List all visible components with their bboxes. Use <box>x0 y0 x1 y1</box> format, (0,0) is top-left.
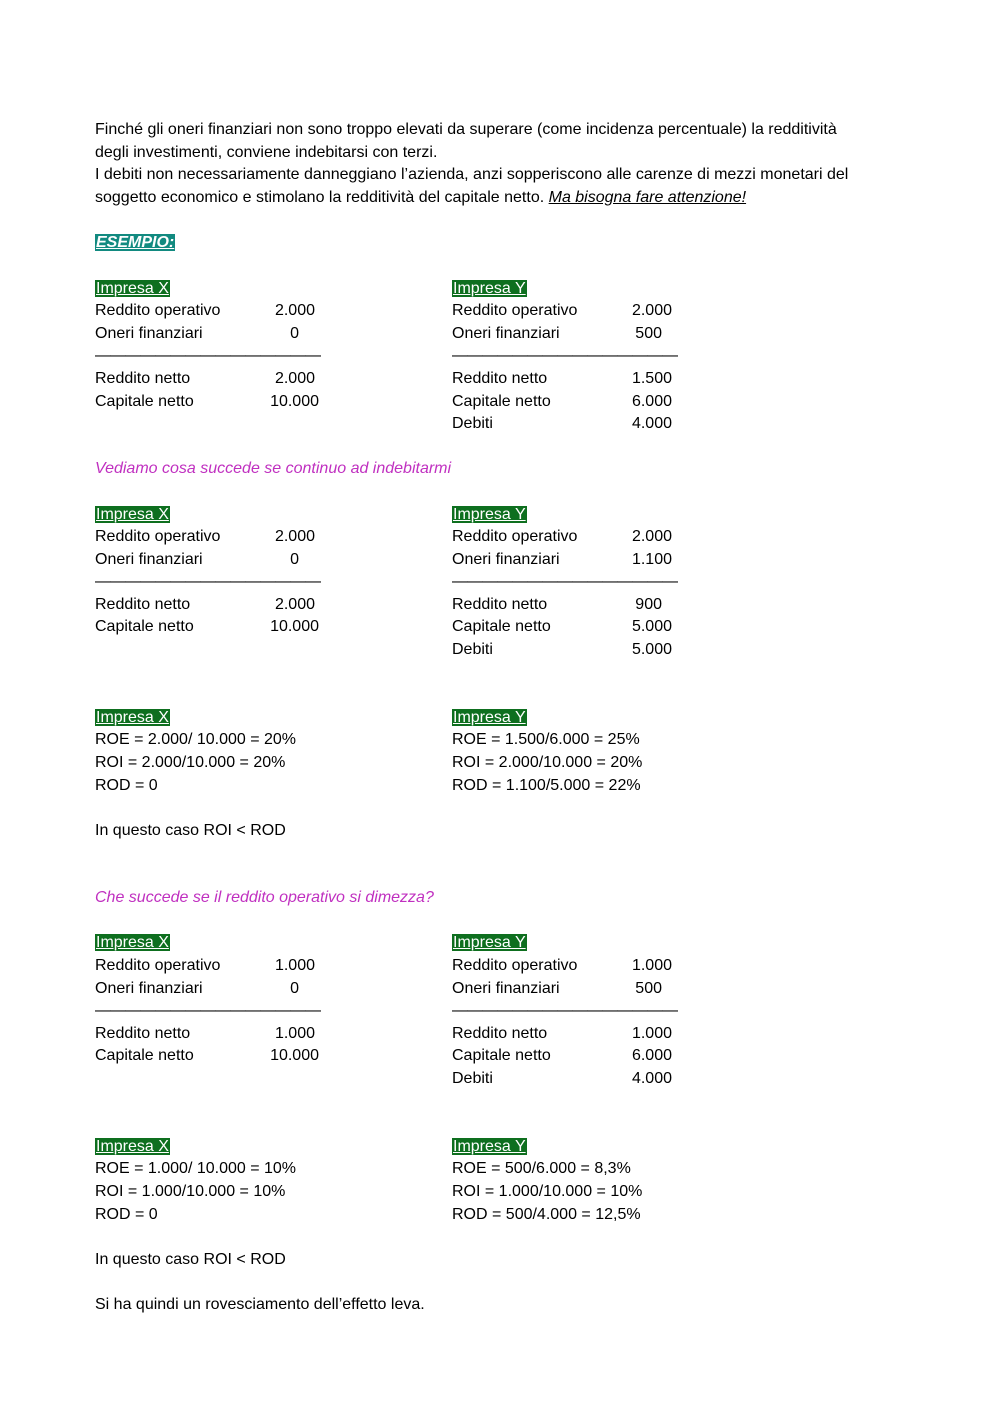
roe-formula: ROE = 500/6.000 = 8,3% <box>452 1160 631 1177</box>
rod-formula: ROD = 0 <box>95 777 158 794</box>
label-oneri-finanziari: Oneri finanziari <box>95 325 203 342</box>
value-reddito-operativo: 1.000 <box>631 957 672 974</box>
value-capitale-netto: 10.000 <box>270 393 319 410</box>
separator: ——————————————— <box>452 573 677 590</box>
rod-formula: ROD = 1.100/5.000 = 22% <box>452 777 641 794</box>
value-oneri-finanziari: 500 <box>635 325 662 342</box>
value-capitale-netto: 6.000 <box>631 1047 672 1064</box>
value-oneri-finanziari: 1.100 <box>631 551 672 568</box>
label-reddito-operativo: Reddito operativo <box>452 302 578 319</box>
value-reddito-netto: 1.000 <box>274 1025 315 1042</box>
impresa-y-header: Impresa Y <box>453 506 526 523</box>
value-debiti: 4.000 <box>631 1070 672 1087</box>
intro-line-text: soggetto economico e stimolano la redditività del capitale netto. <box>95 188 545 206</box>
value-reddito-netto: 2.000 <box>274 596 315 613</box>
value-capitale-netto: 10.000 <box>270 618 319 635</box>
value-reddito-netto: 900 <box>635 596 662 613</box>
intro-line <box>95 187 895 210</box>
rod-formula: ROD = 0 <box>95 1206 158 1223</box>
label-debiti: Debiti <box>452 415 493 432</box>
roe-formula: ROE = 2.000/ 10.000 = 20% <box>95 731 297 748</box>
label-capitale-netto: Capitale netto <box>452 1047 551 1064</box>
value-reddito-netto: 1.500 <box>631 370 672 387</box>
roe-formula: ROE = 1.500/6.000 = 25% <box>452 731 640 748</box>
value-oneri-finanziari: 0 <box>290 551 299 568</box>
value-reddito-operativo: 1.000 <box>274 957 315 974</box>
value-debiti: 4.000 <box>631 415 672 432</box>
label-oneri-finanziari: Oneri finanziari <box>95 980 203 997</box>
value-capitale-netto: 6.000 <box>631 393 672 410</box>
value-capitale-netto: 10.000 <box>270 1047 319 1064</box>
value-reddito-operativo: 2.000 <box>631 302 672 319</box>
label-oneri-finanziari: Oneri finanziari <box>452 551 560 568</box>
impresa-x-header: Impresa X <box>96 280 169 297</box>
label-reddito-netto: Reddito netto <box>452 596 548 613</box>
impresa-y-header: Impresa Y <box>453 709 526 726</box>
rod-formula: ROD = 500/4.000 = 12,5% <box>452 1206 641 1223</box>
value-reddito-netto: 1.000 <box>631 1025 672 1042</box>
label-reddito-operativo: Reddito operativo <box>95 957 221 974</box>
label-oneri-finanziari: Oneri finanziari <box>452 980 560 997</box>
label-capitale-netto: Capitale netto <box>452 393 551 410</box>
label-capitale-netto: Capitale netto <box>95 618 194 635</box>
impresa-y-header: Impresa Y <box>453 934 526 951</box>
question-1: Vediamo cosa succede se continuo ad indebitarmi <box>95 460 452 477</box>
label-reddito-operativo: Reddito operativo <box>452 957 578 974</box>
value-oneri-finanziari: 0 <box>290 980 299 997</box>
label-debiti: Debiti <box>452 641 493 658</box>
esempio-text: ESEMPIO: <box>96 234 175 251</box>
roi-formula: ROI = 1.000/10.000 = 10% <box>452 1183 643 1200</box>
roi-formula: ROI = 2.000/10.000 = 20% <box>95 754 286 771</box>
label-capitale-netto: Capitale netto <box>95 393 194 410</box>
impresa-y-header: Impresa Y <box>453 1138 526 1155</box>
value-reddito-netto: 2.000 <box>274 370 315 387</box>
label-reddito-netto: Reddito netto <box>95 1025 191 1042</box>
value-oneri-finanziari: 0 <box>290 325 299 342</box>
intro-line: I debiti non necessariamente danneggiano l’azienda, anzi sopperiscono alle carenze di mezzi monetari del <box>95 166 849 183</box>
value-debiti: 5.000 <box>631 641 672 658</box>
label-reddito-operativo: Reddito operativo <box>95 528 221 545</box>
value-reddito-operativo: 2.000 <box>274 302 315 319</box>
label-oneri-finanziari: Oneri finanziari <box>95 551 203 568</box>
esempio-label <box>95 232 175 254</box>
warning-text: Ma bisogna fare attenzione! <box>548 188 747 206</box>
label-capitale-netto: Capitale netto <box>452 618 551 635</box>
separator: ——————————————— <box>95 1002 320 1019</box>
label-reddito-netto: Reddito netto <box>452 370 548 387</box>
roi-formula: ROI = 2.000/10.000 = 20% <box>452 754 643 771</box>
label-capitale-netto: Capitale netto <box>95 1047 194 1064</box>
separator: ——————————————— <box>95 573 320 590</box>
label-reddito-netto: Reddito netto <box>452 1025 548 1042</box>
intro-paragraph <box>95 119 895 209</box>
label-reddito-operativo: Reddito operativo <box>452 528 578 545</box>
impresa-x-header: Impresa X <box>96 709 169 726</box>
roe-formula: ROE = 1.000/ 10.000 = 10% <box>95 1160 297 1177</box>
impresa-x-header: Impresa X <box>96 506 169 523</box>
question-2: Che succede se il reddito operativo si dimezza? <box>95 889 434 906</box>
value-reddito-operativo: 2.000 <box>631 528 672 545</box>
conclusion-2: In questo caso ROI < ROD <box>95 1251 286 1268</box>
impresa-y-header: Impresa Y <box>453 280 526 297</box>
intro-line: degli investimenti, conviene indebitarsi con terzi. <box>95 143 438 161</box>
label-reddito-netto: Reddito netto <box>95 596 191 613</box>
value-reddito-operativo: 2.000 <box>274 528 315 545</box>
label-reddito-netto: Reddito netto <box>95 370 191 387</box>
final-statement: Si ha quindi un rovesciamento dell’effetto leva. <box>95 1296 425 1313</box>
value-capitale-netto: 5.000 <box>631 618 672 635</box>
separator: ——————————————— <box>95 347 320 364</box>
conclusion-1: In questo caso ROI < ROD <box>95 822 286 839</box>
value-oneri-finanziari: 500 <box>635 980 662 997</box>
impresa-x-header: Impresa X <box>96 1138 169 1155</box>
impresa-x-header: Impresa X <box>96 934 169 951</box>
label-debiti: Debiti <box>452 1070 493 1087</box>
label-reddito-operativo: Reddito operativo <box>95 302 221 319</box>
label-oneri-finanziari: Oneri finanziari <box>452 325 560 342</box>
roi-formula: ROI = 1.000/10.000 = 10% <box>95 1183 286 1200</box>
intro-line: Finché gli oneri finanziari non sono troppo elevati da superare (come incidenza percentuale) la redditività <box>95 121 837 138</box>
separator: ——————————————— <box>452 1002 677 1019</box>
separator: ——————————————— <box>452 347 677 364</box>
